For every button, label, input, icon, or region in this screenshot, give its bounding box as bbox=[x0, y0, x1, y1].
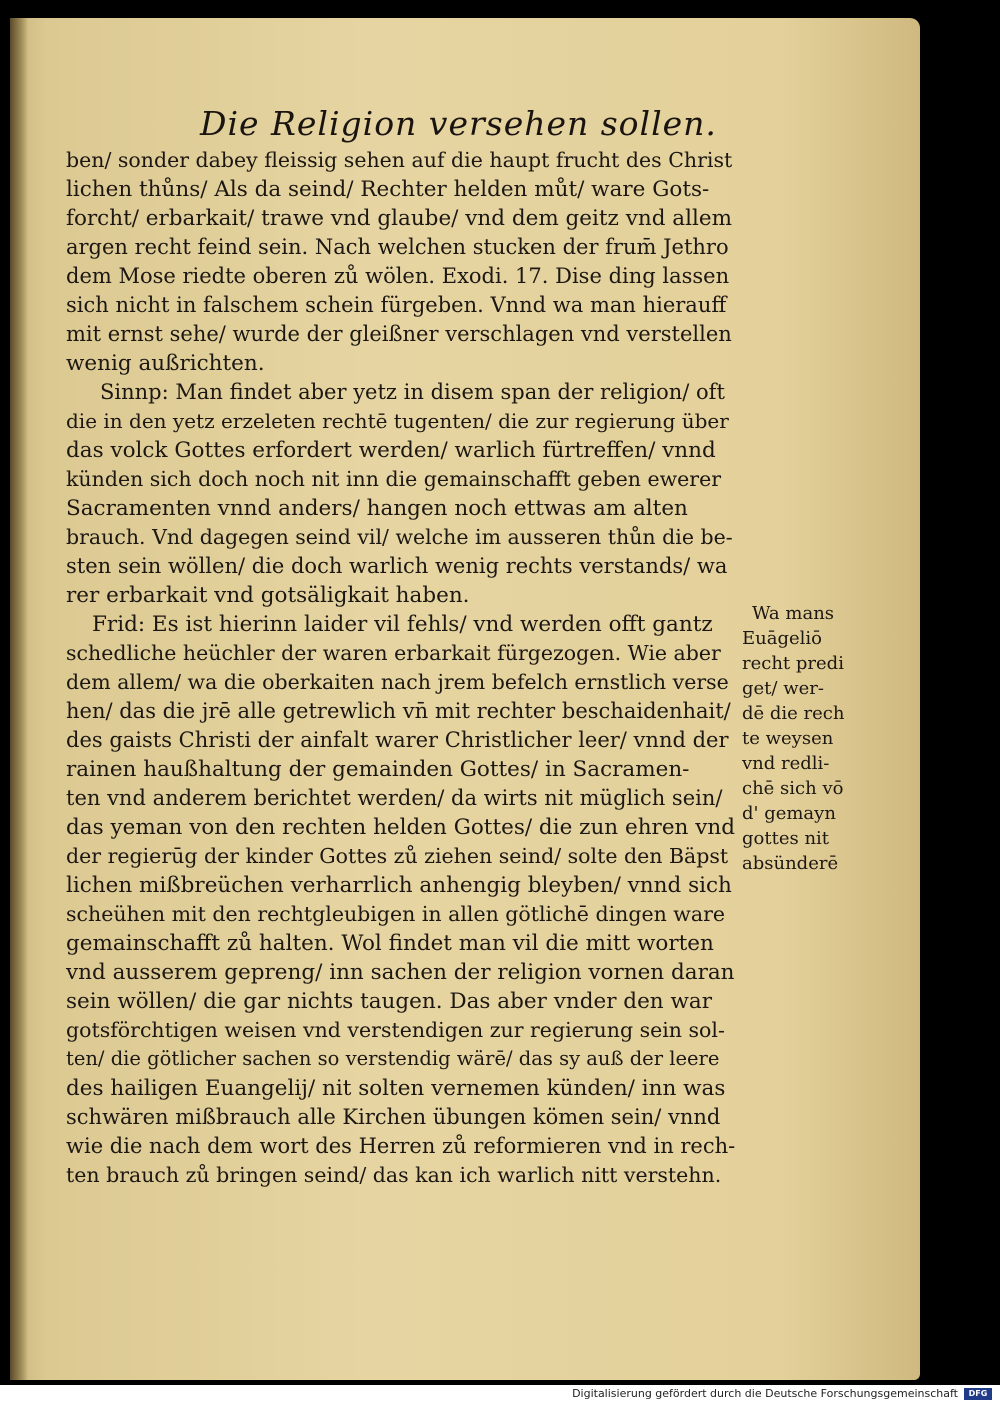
text-line: gemainschafft zů halten. Wol findet man vil die mitt worten bbox=[66, 931, 714, 956]
text-line: ten vnd anderem berichtet werden/ da wirts nit müglich sein/ bbox=[66, 786, 723, 810]
text-line: argen recht feind sein. Nach welchen stucken der frum̄ Jethro bbox=[66, 235, 729, 259]
page-spine-shadow bbox=[10, 18, 28, 1380]
text-line: vnd ausserem gepreng/ inn sachen der religion vornen daran bbox=[66, 960, 735, 985]
text-line: wenig außrichten. bbox=[66, 351, 265, 376]
text-line: lichen mißbreüchen verharrlich anhengig bleyben/ vnnd sich bbox=[66, 873, 732, 898]
text-line: scheühen mit den rechtgleubigen in allen götlichē dingen ware bbox=[66, 902, 726, 926]
text-line: die in den yetz erzeleten rechtē tugenten/ die zur regierung über bbox=[66, 409, 729, 433]
text-line: künden sich doch noch nit inn die gemainschafft geben ewerer bbox=[66, 467, 721, 491]
margin-note-line: Euāgeliō bbox=[742, 628, 822, 649]
running-head: Die Religion versehen sollen. bbox=[200, 104, 717, 143]
text-line: sein wöllen/ die gar nichts taugen. Das aber vnder den war bbox=[66, 989, 712, 1014]
text-line: dem Mose riedte oberen zů wölen. Exodi. 17. Dise ding lassen bbox=[66, 264, 730, 288]
text-line: sich nicht in falschem schein fürgeben. Vnnd wa man hierauff bbox=[66, 293, 727, 317]
text-line: des hailigen Euangelij/ nit solten vernemen künden/ inn was bbox=[66, 1076, 726, 1101]
margin-note-line: dē die rech bbox=[742, 703, 845, 724]
text-line: ten brauch zů bringen seind/ das kan ich warlich nitt verstehn. bbox=[66, 1163, 722, 1187]
margin-note-line: Wa mans bbox=[752, 603, 835, 624]
text-line: des gaists Christi der ainfalt warer Christlicher leer/ vnnd der bbox=[66, 728, 729, 752]
margin-note-line: gottes nit bbox=[742, 828, 830, 849]
text-line: Sinnp: Man findet aber yetz in disem span der religion/ oft bbox=[100, 380, 725, 404]
margin-note-line: get/ wer- bbox=[742, 678, 824, 699]
margin-note-line: d' gemayn bbox=[742, 803, 836, 824]
text-line: gotsförchtigen weisen vnd verstendigen zur regierung sein sol- bbox=[66, 1018, 725, 1042]
text-line: schwären mißbrauch alle Kirchen übungen kömen sein/ vnnd bbox=[66, 1105, 721, 1129]
margin-note-line: chē sich vō bbox=[742, 778, 844, 799]
text-line: das yeman von den rechten helden Gottes/ die zun ehren vnd bbox=[66, 815, 735, 840]
text-line: forcht/ erbarkait/ trawe vnd glaube/ vnd dem geitz vnd allem bbox=[66, 206, 732, 231]
margin-note-line: absünderē bbox=[742, 853, 839, 874]
dfg-logo: DFG bbox=[964, 1388, 992, 1400]
text-line: hen/ das die jrē alle getrewlich vn̄ mit rechter beschaidenhait/ bbox=[66, 699, 731, 723]
text-line: Frid: Es ist hierinn laider vil fehls/ vnd werden offt gantz bbox=[92, 612, 713, 637]
text-line: das volck Gottes erfordert werden/ warlich fürtreffen/ vnnd bbox=[66, 438, 716, 463]
margin-note-line: vnd redli- bbox=[742, 753, 830, 774]
funding-credit: Digitalisierung gefördert durch die Deutsche Forschungsgemeinschaft bbox=[572, 1387, 958, 1400]
text-line: dem allem/ wa die oberkaiten nach jrem befelch ernstlich verse bbox=[66, 670, 729, 694]
margin-note-line: recht predi bbox=[742, 653, 844, 674]
text-line: rainen haußhaltung der gemainden Gottes/ in Sacramen- bbox=[66, 757, 690, 782]
text-line: lichen thůns/ Als da seind/ Rechter helden můt/ ware Gots- bbox=[66, 177, 710, 202]
text-line: schedliche heüchler der waren erbarkait fürgezogen. Wie aber bbox=[66, 641, 721, 665]
text-line: ten/ die götlicher sachen so verstendig wärē/ das sy auß der leere bbox=[66, 1047, 720, 1070]
text-line: brauch. Vnd dagegen seind vil/ welche im ausseren thůn die be- bbox=[66, 525, 733, 549]
text-line: Sacramenten vnnd anders/ hangen noch ettwas am alten bbox=[66, 496, 688, 521]
text-line: mit ernst sehe/ wurde der gleißner verschlagen vnd verstellen bbox=[66, 322, 732, 346]
footer-bar bbox=[0, 1385, 1000, 1404]
margin-note-line: te weysen bbox=[742, 728, 834, 749]
text-line: rer erbarkait vnd gotsäligkait haben. bbox=[66, 583, 470, 608]
text-line: wie die nach dem wort des Herren zů reformieren vnd in rech- bbox=[66, 1134, 736, 1158]
text-line: ben/ sonder dabey fleissig sehen auf die haupt frucht des Christ bbox=[66, 148, 733, 172]
text-line: sten sein wöllen/ die doch warlich wenig rechts verstands/ wa bbox=[66, 554, 728, 578]
text-line: der regierūg der kinder Gottes zů ziehen seind/ solte den Bäpst bbox=[66, 844, 729, 868]
